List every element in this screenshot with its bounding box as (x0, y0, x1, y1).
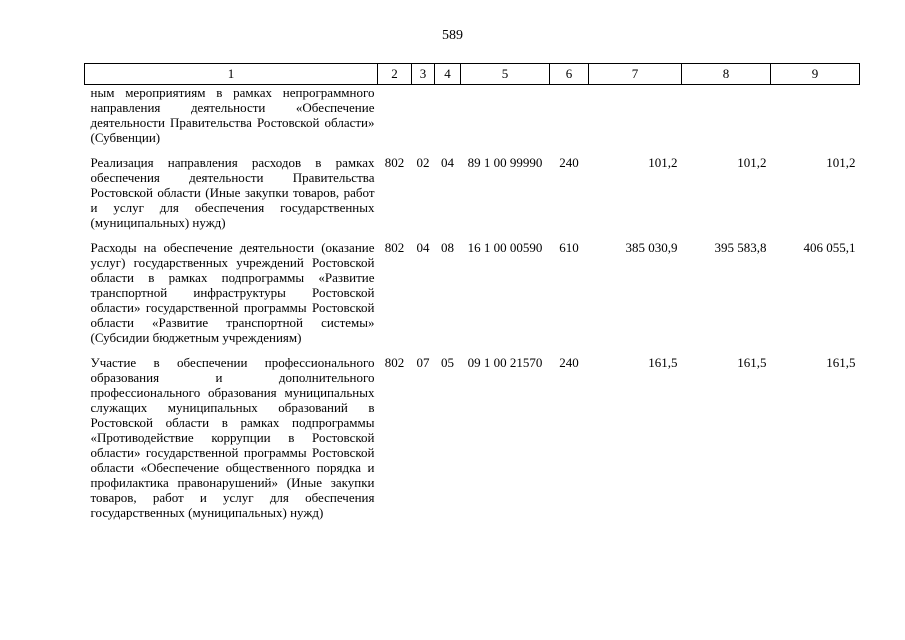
column-header-1: 1 (85, 64, 378, 85)
cell-target-article: 89 1 00 99990 (467, 155, 543, 170)
table-row (85, 85, 860, 154)
cell-expense-type: 240 (559, 155, 579, 170)
cell-ministry-code: 802 (384, 240, 405, 255)
cell-amount-1: 385 030,9 (625, 240, 678, 255)
cell-target-article: 09 1 00 21570 (467, 355, 543, 370)
cell-expense-type (550, 85, 589, 154)
row-description: Реализация направления расходов в рамках обеспечения деятельности Правительства Ростовской области (Иные закупки товаров, работ и услуг для обеспечения государственных (муниципальных) нужд) (90, 155, 375, 230)
table-row (85, 153, 860, 238)
cell-target-article: 16 1 00 00590 (467, 240, 543, 255)
cell-amount-2: 161,5 (737, 355, 767, 370)
cell-expense-type: 610 (559, 240, 579, 255)
column-header-6: 6 (550, 64, 589, 85)
page-number: 589 (442, 28, 463, 43)
cell-subsection: 04 (441, 155, 454, 170)
table-row (85, 353, 860, 528)
row-description: ным мероприятиям в рамках непрограммного направления деятельности «Обеспечение деятельности Правительства Ростовской области» (Субвенции) (90, 85, 375, 145)
cell-ministry-code: 802 (384, 355, 405, 370)
column-header-4: 4 (435, 64, 461, 85)
cell-amount-3 (771, 85, 860, 154)
column-header-2: 2 (378, 64, 412, 85)
cell-ministry-code (378, 85, 412, 154)
cell-amount-3: 406 055,1 (803, 240, 856, 255)
cell-amount-2: 101,2 (737, 155, 767, 170)
cell-section: 07 (416, 355, 430, 370)
cell-expense-type: 240 (559, 355, 579, 370)
header-row (85, 64, 860, 85)
cell-section: 02 (416, 155, 430, 170)
cell-amount-1: 161,5 (648, 355, 678, 370)
cell-subsection (435, 85, 461, 154)
cell-section (412, 85, 435, 154)
cell-subsection: 08 (441, 240, 454, 255)
cell-ministry-code: 802 (384, 155, 405, 170)
row-description: Участие в обеспечении профессионального образования и дополнительного профессионального образования муниципальных служащих муниципальных образований в Ростовской области в рамках подпрограммы «Противодействие коррупции в Ростовской области» государственной программы Ростовской области «Обеспечение общественного порядка и профилактика правонарушений» (Иные закупки товаров, работ и услуг для обеспечения государственных (муниципальных) нужд) (90, 355, 375, 520)
cell-amount-3: 161,5 (826, 355, 856, 370)
column-header-3: 3 (412, 64, 435, 85)
cell-target-article (461, 85, 550, 154)
cell-amount-2: 395 583,8 (714, 240, 767, 255)
column-header-7: 7 (589, 64, 682, 85)
cell-subsection: 05 (441, 355, 454, 370)
cell-amount-3: 101,2 (826, 155, 856, 170)
cell-section: 04 (416, 240, 430, 255)
row-description: Расходы на обеспечение деятельности (оказание услуг) государственных учреждений Ростовской области в рамках подпрограммы «Развитие транспортной инфраструктуры Ростовской области» государственной программы Ростовской области «Развитие транспортной системы» (Субсидии бюджетным учреждениям) (90, 240, 375, 345)
table-row (85, 238, 860, 353)
cell-amount-1: 101,2 (648, 155, 678, 170)
cell-amount-1 (589, 85, 682, 154)
column-header-5: 5 (461, 64, 550, 85)
column-header-9: 9 (771, 64, 860, 85)
budget-table (84, 63, 860, 528)
cell-amount-2 (682, 85, 771, 154)
column-header-8: 8 (682, 64, 771, 85)
